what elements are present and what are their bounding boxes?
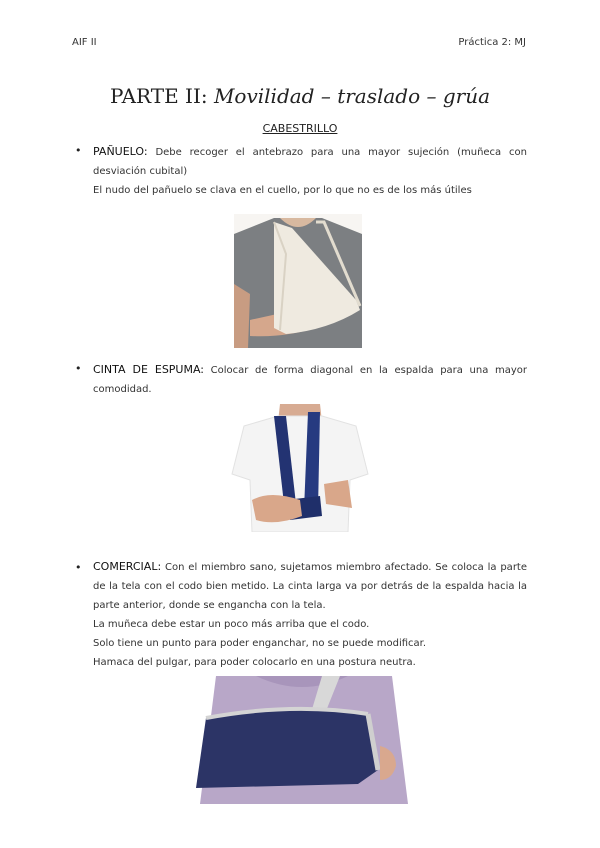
page-title bbox=[0, 84, 600, 108]
item-extra-line: Hamaca del pulgar, para poder colocarlo en una postura neutra. bbox=[93, 657, 416, 668]
item-text: Con el miembro sano, sujetamos miembro afectado. Se coloca la parte de la tela con el codo bien metido. La cinta larga va por detrás de la espalda hacia la parte anterior, donde se engancha con la tela. bbox=[93, 562, 527, 611]
comercial-sling-image bbox=[192, 676, 412, 804]
cinta-espuma-image bbox=[230, 404, 370, 532]
item-label: PAÑUELO: bbox=[93, 145, 148, 158]
item-extra-line: Solo tiene un punto para poder enganchar, no se puede modificar. bbox=[93, 638, 427, 649]
bullet-2: • bbox=[75, 362, 82, 375]
item-label: CINTA DE ESPUMA: bbox=[93, 363, 205, 376]
bullet-1: • bbox=[75, 144, 82, 157]
item-extra-line: La muñeca debe estar un poco más arriba que el codo. bbox=[93, 619, 370, 630]
item-text: Debe recoger el antebrazo para una mayor sujeción (muñeca con desviación cubital) bbox=[93, 147, 527, 177]
bullet-3: • bbox=[75, 561, 82, 574]
item-text: Colocar de forma diagonal en la espalda para una mayor comodidad. bbox=[93, 365, 527, 395]
list-item-panuelo bbox=[93, 142, 527, 200]
panuelo-sling-image bbox=[234, 214, 362, 348]
title-main: PARTE II: bbox=[109, 84, 214, 108]
title-italic: Movilidad – traslado – grúa bbox=[213, 84, 491, 108]
list-item-comercial bbox=[93, 557, 527, 672]
header-left: AIF II bbox=[72, 37, 97, 48]
section-subtitle: CABESTRILLO bbox=[262, 122, 338, 135]
item-label: COMERCIAL: bbox=[93, 560, 162, 573]
header-right: Práctica 2: MJ bbox=[458, 37, 526, 48]
list-item-cinta-espuma bbox=[93, 360, 527, 399]
item-extra-line: El nudo del pañuelo se clava en el cuello, por lo que no es de los más útiles bbox=[93, 185, 472, 196]
